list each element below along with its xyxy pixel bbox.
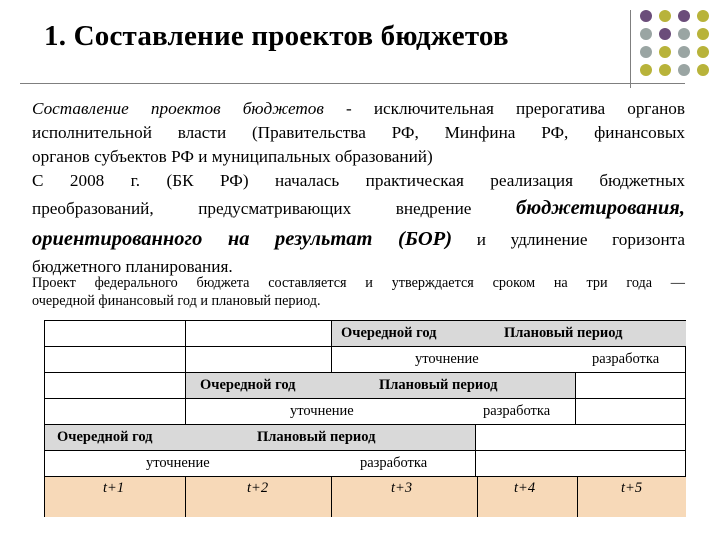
paragraph-line: исполнительной власти (Правительства РФ, Минфина РФ, финансовых <box>32 123 685 142</box>
year-label: t+3 <box>391 480 413 496</box>
year-label: t+2 <box>247 480 269 496</box>
decorative-dot <box>678 64 690 76</box>
develop-label: разработка <box>592 351 660 367</box>
title-horizontal-divider <box>20 83 685 84</box>
table-cell <box>575 372 686 398</box>
bor-term: ориентированного на результат (БОР) <box>32 228 453 250</box>
table-cell <box>575 398 686 424</box>
paragraph-definition <box>32 97 685 169</box>
decorative-dot <box>659 64 671 76</box>
table-cell <box>44 320 185 346</box>
reform-text: преобразований, предусматривающих внедрение <box>32 199 472 218</box>
develop-label: разработка <box>360 455 428 471</box>
refine-label: уточнение <box>146 455 210 471</box>
table-cell <box>475 450 686 476</box>
decorative-dot-grid <box>640 10 716 86</box>
table-cell <box>44 398 185 424</box>
title-vertical-divider <box>630 10 631 88</box>
decorative-dot <box>697 64 709 76</box>
decorative-dot <box>697 46 709 58</box>
refine-label: уточнение <box>290 403 354 419</box>
decorative-dot <box>678 10 690 22</box>
decorative-dot <box>640 10 652 22</box>
paragraph-line <box>32 193 685 224</box>
budget-cycle-table <box>44 320 686 517</box>
decorative-dot <box>659 10 671 22</box>
plan-period-label: Плановый период <box>257 429 376 445</box>
current-year-label: Очередной год <box>200 377 296 393</box>
note-paragraph <box>32 274 685 310</box>
year-label: t+4 <box>514 480 536 496</box>
plan-period-label: Плановый период <box>504 325 623 341</box>
note-line: очередной финансовый год и плановый период. <box>32 293 321 309</box>
decorative-dot <box>640 28 652 40</box>
paragraph-line: С 2008 г. (БК РФ) началась практическая реализация бюджетных <box>32 171 685 190</box>
paragraph-line <box>32 97 685 121</box>
slide-title: 1. Составление проектов бюджетов <box>44 20 509 52</box>
current-year-label: Очередной год <box>341 325 437 341</box>
decorative-dot <box>697 10 709 22</box>
paragraph-line: органов субъектов РФ и муниципальных образований) <box>32 147 433 166</box>
decorative-dot <box>659 46 671 58</box>
decorative-dot <box>640 46 652 58</box>
definition-text: - исключительная прерогатива органов <box>323 99 685 118</box>
term-italic: Составление проектов бюджетов <box>32 99 324 118</box>
decorative-dot <box>640 64 652 76</box>
year-label: t+5 <box>621 480 643 496</box>
paragraph-line <box>32 224 685 255</box>
refine-label: уточнение <box>415 351 479 367</box>
paragraph-reform <box>32 169 685 279</box>
decorative-dot <box>659 28 671 40</box>
table-cell <box>475 424 686 450</box>
table-cell <box>44 372 185 398</box>
plan-period-label: Плановый период <box>379 377 498 393</box>
year-label: t+1 <box>103 480 125 496</box>
paragraph-line: бюджетного планирования. <box>32 257 233 276</box>
current-year-label: Очередной год <box>57 429 153 445</box>
table-cell <box>44 346 185 372</box>
decorative-dot <box>678 46 690 58</box>
reform-text: и удлинение горизонта <box>476 230 685 249</box>
decorative-dot <box>678 28 690 40</box>
table-cell <box>185 346 331 372</box>
table-cell <box>185 320 331 346</box>
bor-term: бюджетирования, <box>515 197 685 219</box>
decorative-dot <box>697 28 709 40</box>
develop-label: разработка <box>483 403 551 419</box>
note-line: Проект федерального бюджета составляется и утверждается сроком на три года — <box>32 275 685 291</box>
